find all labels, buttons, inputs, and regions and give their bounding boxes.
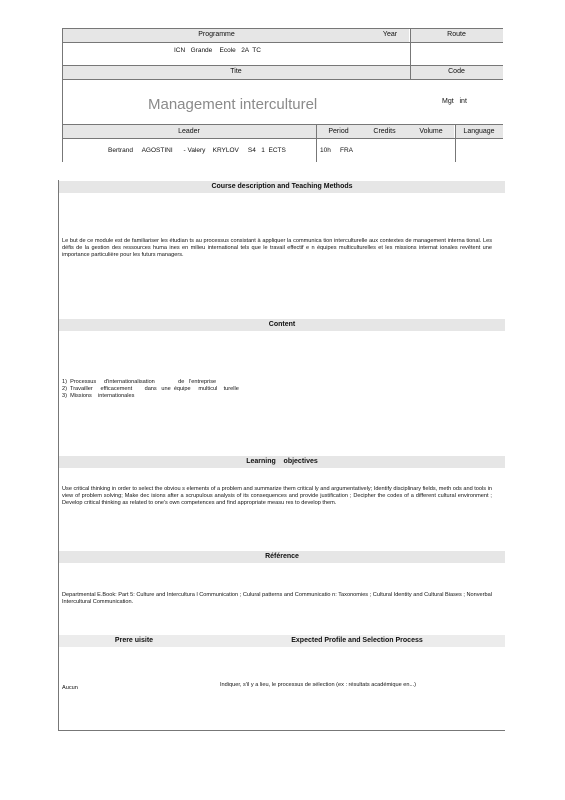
code-value: Mgt int	[442, 98, 467, 105]
language-header: Language	[455, 125, 503, 138]
leader-header: Leader	[62, 125, 316, 138]
leader-value: Bertrand AGOSTINI - Valery KRYLOV S4 1 ECTS	[108, 147, 286, 154]
reference-heading: Référence	[59, 551, 505, 563]
learning-objectives-heading: Learning objectives	[59, 456, 505, 468]
prerequisite-value: Aucun	[62, 685, 78, 691]
credits-header: Credits	[361, 125, 408, 138]
period-header: Period	[316, 125, 361, 138]
volume-header: Volume	[408, 125, 454, 138]
route-header: Route	[410, 28, 503, 42]
code-header: Code	[410, 65, 503, 79]
content-item: 3) Missions internationales	[62, 393, 135, 400]
content-heading: Content	[59, 319, 505, 331]
expected-profile-heading: Expected Profile and Selection Process	[209, 635, 505, 647]
programme-value: ICN Grande Ecole 2A TC	[174, 47, 261, 54]
year-header: Year	[371, 28, 409, 42]
course-description-text: Le but de ce module est de familiariser les étudian ts au processus consistant à appliquer la communica tion interculturelle aux contextes de management interna tional. Les défis de la gestion des ressources huma ines en milieu international tels que le travail effectif e n équipes multiculturelles et les missions internat ionales revêtent une importance particulière pour les futurs managers.	[62, 238, 492, 259]
content-item: 2) Travailler efficacement dans une équipe multicul turelle	[62, 386, 239, 393]
prerequisite-heading: Prere uisite	[59, 635, 209, 647]
period-value: 10h	[320, 147, 331, 154]
course-title: Management interculturel	[148, 96, 318, 113]
course-description-heading: Course description and Teaching Methods	[59, 181, 505, 193]
learning-objectives-text: Use critical thinking in order to select the obviou s elements of a problem and summarize them critical ly and argumentatively; Identify disciplinary fields, meth ods and tools in view of problem solving; Make dec isions after a scrupulous analysis of its consequences and provide justification ; Decipher the codes of a different cultural environment ; Develop critical thinking as related to one's own competences and find appropriate measu res to develop them.	[62, 486, 492, 507]
content-list	[62, 379, 492, 401]
content-item: 1) Processus d'internationalisation de l'entreprise	[62, 379, 217, 385]
reference-text: Departmental E.Book: Part 5: Culture and Intercultura l Communication ; Culural patterns and Communicatio n: Taxonomies ; Cultural Identity and Cultural Biases ; Nonverbal Intercultural Communication.	[62, 592, 492, 606]
header-table	[62, 28, 503, 162]
expected-profile-text: Indiquer, s'il y a lieu, le processus de sélection (ex : résultats académique en...)	[220, 682, 417, 688]
programme-header: Programme	[62, 28, 371, 42]
title-header: Tite	[62, 65, 410, 79]
language-value: FRA	[340, 147, 353, 154]
